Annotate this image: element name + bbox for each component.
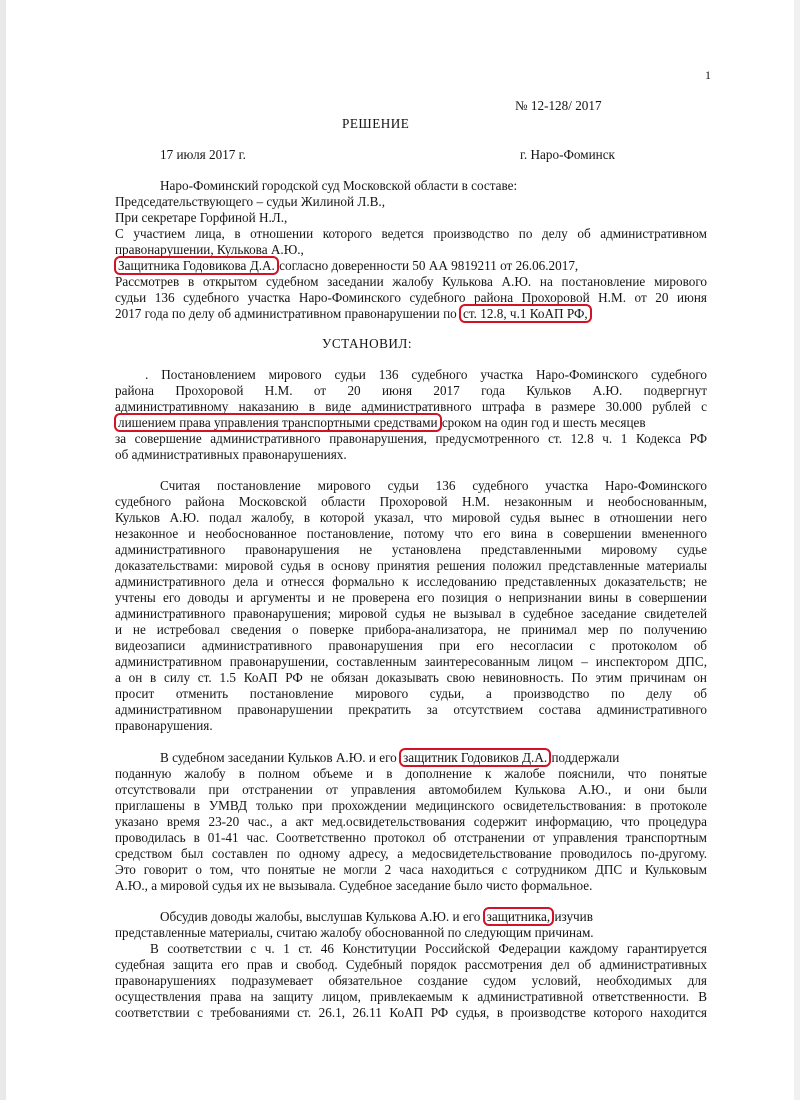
intro-defender-line [115,258,707,274]
para3-line: средством был составлен по одному адресу, а медосвидетельствование проводилось по-другому. [115,846,707,861]
para2-line: незаконное и необоснованное постановление, потому что его вина в совершении вмененного [115,526,707,541]
intro-participation-name: правонарушении, Кулькова А.Ю., [115,242,304,257]
para3-line: А.Ю., а мировой судья их не вызывала. Судебное заседание было чисто формальное. [115,878,593,893]
para1-line-rest: сроком на один год и шесть месяцев [438,415,646,430]
defender-word-highlight: защитника, [483,907,555,926]
para2-line: Кульков А.Ю. подал жалобу, в которой указал, что мировой судья вынес в отношении него [115,510,707,525]
para5-line: В соответствии с ч. 1 ст. 46 Конституции Российской Федерации каждому гарантируется [150,941,707,956]
license-deprivation-highlight: лишением права управления транспортными средствами [114,413,442,432]
para4-line [160,909,707,925]
para1-line: об административных правонарушениях. [115,447,347,462]
para3-line: поданную жалобу в полном объеме и в дополнение к жалобе пояснили, что понятые [115,766,707,781]
para1-line: района Прохоровой Н.М. от 20 июня 2017 года Кульков А.Ю. подвергнут [115,383,707,398]
para3-line: Это говорит о том, что понятые не могли 2 часа находиться с сотрудником ДПС и Кульковым [115,862,707,877]
para2-line: правонарушения. [115,718,213,733]
para3-line [160,750,707,766]
para2-line: административного правонарушения не установлена представленными мировому судье [115,542,707,557]
decision-city: г. Наро-Фоминск [520,147,615,162]
article-highlight: ст. 12.8, ч.1 КоАП РФ, [459,304,592,323]
para3-line: проводилась в 01-41 час. Соответственно протокол об отстранении от управления транспортным [115,830,707,845]
intro-judge: Председательствующего – судьи Жилиной Л.В., [115,194,386,209]
para2-line: судебного района Московской области Прохоровой Н.М. незаконным и необоснованным, [115,494,707,509]
para2-line: административного дела и отнесся формально к исследованию представленных доказательств; не [115,574,707,589]
defender-power-of-attorney: согласно доверенности 50 АА 9819211 от 26.06.2017, [275,258,579,273]
para4-line-start: Обсудив доводы жалобы, выслушав Кулькова А.Ю. и его [160,909,484,924]
para2-line: учтены его доводы и аргументы и не проверена его позиция о непризнании вины в совершении [115,590,707,605]
document-title: РЕШЕНИЕ [342,116,410,131]
intro-participation-line: С участием лица, в отношении которого ведется производство по делу об административном [115,226,707,241]
para2-line: и не истребовал сведения о поверке прибора-анализатора, не принимал мер по получению [115,622,707,637]
intro-secretary: При секретаре Горфиной Н.Л., [115,210,288,225]
para3-line: приглашены в УМВД только при прохождении медицинского освидетельствования: в протоколе [115,798,707,813]
para2-line: административного правонарушения; мировой судья не вызывал в судебное заседание свидетелей [115,606,707,621]
para2-line: видеозаписи административного правонарушения при его несогласии с протоколом об [115,638,707,653]
case-line-text: 2017 года по делу об административном правонарушении по [115,306,461,321]
para2-line: Считая постановление мирового судьи 136 судебного участка Наро-Фоминского [160,478,707,493]
intro-court: Наро-Фоминский городской суд Московской области в составе: [160,178,518,193]
para1-line: административному наказанию в виде административного штрафа в размере 30.000 рублей с [115,399,707,414]
para3-line-start: В судебном заседании Кульков А.Ю. и его [160,750,401,765]
defender-highlight: Защитника Годовикова Д.А. [114,256,279,275]
para4-line-end: изучив [551,909,593,924]
para2-line: административном правонарушении, составленным заинтересованным лицом – инспектором ДПС, [115,654,707,669]
para3-line-end: поддержали [548,750,620,765]
page-number: 1 [705,68,711,82]
scan-edge-right [794,0,800,1100]
para3-line: отсутствовали при отстранении от управления автомобилем Кулькова А.Ю., и они были [115,782,707,797]
established-heading: УСТАНОВИЛ: [322,336,413,351]
intro-district-line: судьи 136 судебного участка Наро-Фоминского судебного района Прохоровой Н.М. от 20 июня [115,290,707,305]
decision-date: 17 июля 2017 г. [160,147,246,162]
para5-line: правонарушениях подразумевает обязательное создание судом условий, необходимых для [115,973,707,988]
para2-line: административном правонарушении прекратить за отсутствием состава административного [115,702,707,717]
para2-line: а он в силу ст. 1.5 КоАП РФ не обязан доказывать свою невиновность. По этим причинам он [115,670,707,685]
scan-edge-left [0,0,6,1100]
case-number: № 12-128/ 2017 [515,98,602,113]
para5-line: осуществления права на защиту лицом, привлекаемым к административной ответственности. В [115,989,707,1004]
defender-godovikov-highlight: защитник Годовиков Д.А. [399,748,551,767]
para2-line: доказательствами: мировой судья в основу принятия решения положил представленные материалы [115,558,707,573]
intro-case-line [115,306,707,322]
para1-line: за совершение административного правонарушения, предусмотренного ст. 12.8 ч. 1 Кодекса РФ [115,431,707,446]
para3-line: указано время 23-20 час., а акт мед.освидетельствования содержит информацию, что процедура [115,814,707,829]
para2-line: просит отменить постановление мирового судьи, а производство по делу об [115,686,707,701]
para4-line: представленные материалы, считаю жалобу обоснованной по следующим причинам. [115,925,594,940]
para1-line [115,415,707,431]
para5-line: соответствии с требованиями ст. 26.1, 26.11 КоАП РФ судья, в производстве которого находится [115,1005,707,1020]
intro-reviewed-line: Рассмотрев в открытом судебном заседании жалобу Кулькова А.Ю. на постановление мирового [115,274,707,289]
para5-line: судебная защита его прав и свобод. Судебный порядок рассмотрения дел об административных [115,957,707,972]
para1-line: . Постановлением мирового судьи 136 судебного участка Наро-Фоминского судебного [145,367,707,382]
